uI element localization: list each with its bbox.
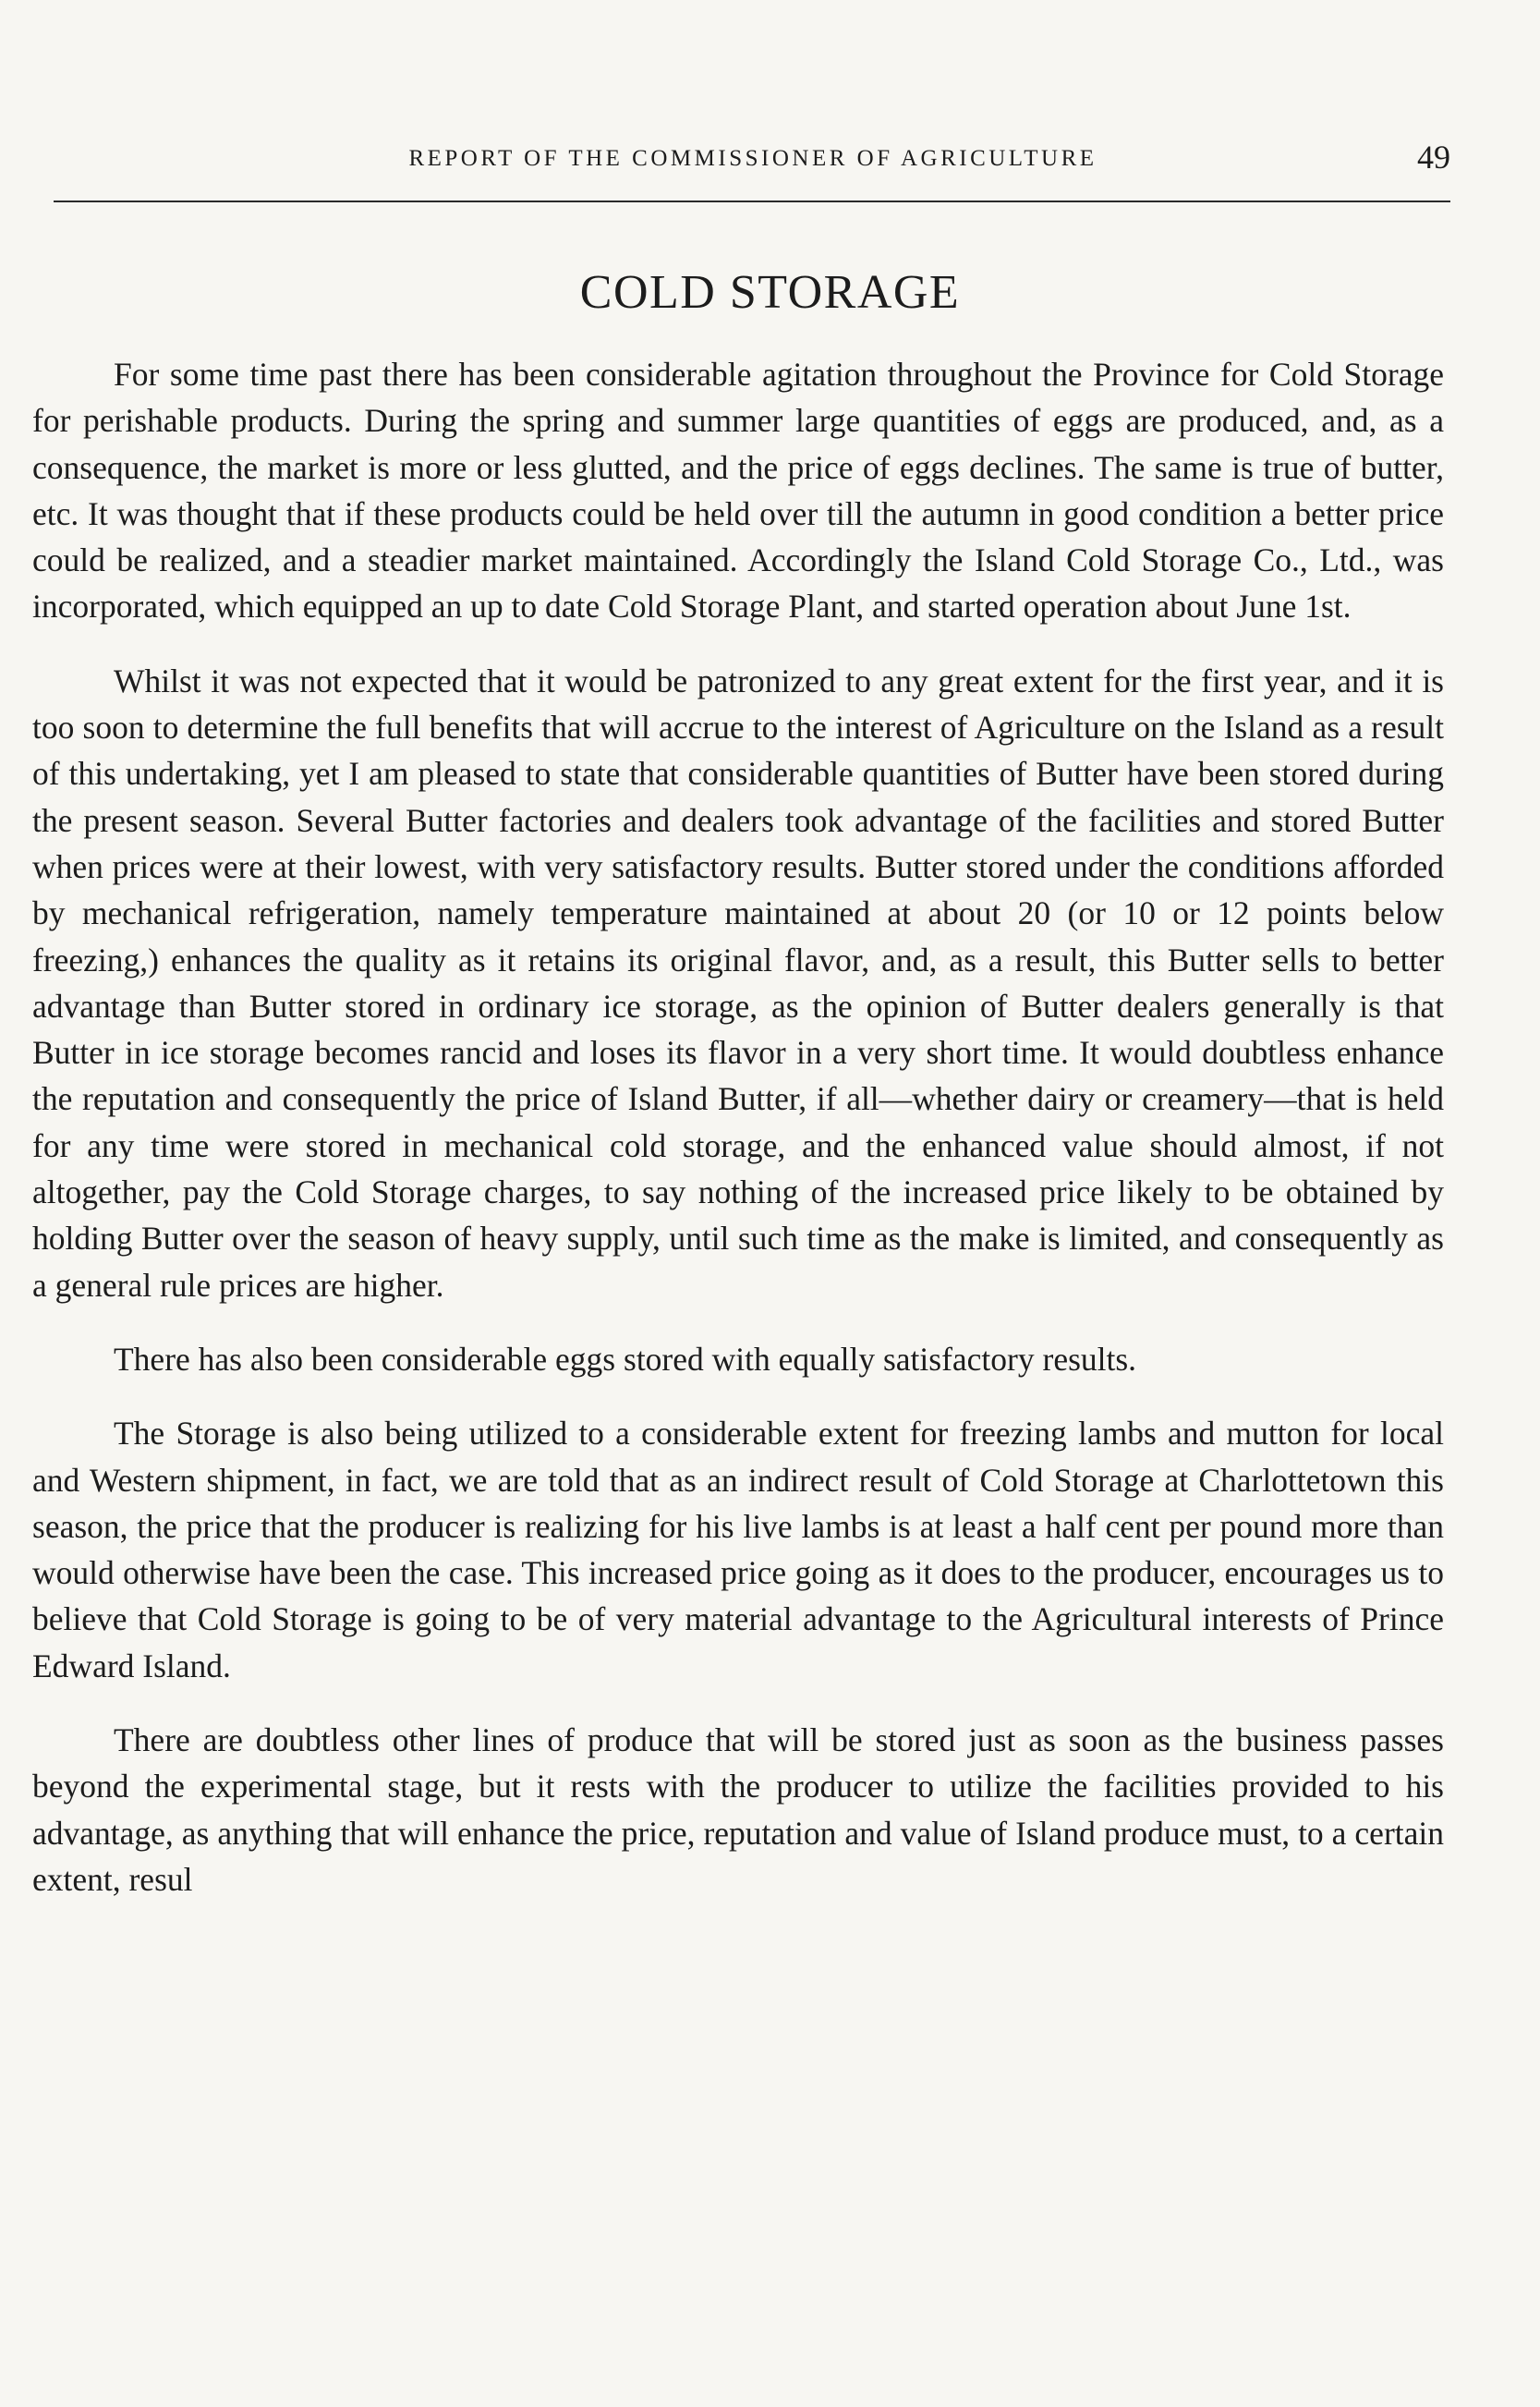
running-header <box>55 139 1450 179</box>
page-number: 49 <box>1417 139 1450 176</box>
paragraph-5: There are doubtless other lines of produce that will be stored just as soon as the business passes beyond the experimental stage, but it rests with the producer to utilize the facilities provided to his advantage, as anything that will enhance the price, reputation and value of Island produce must, to a certain extent, resul <box>32 1721 1444 1898</box>
paragraph-4: The Storage is also being utilized to a considerable extent for freezing lambs and mutton for local and Western shipment, in fact, we are told that as an indirect result of Cold Storage at Charlottetown this season, the price that the producer is realizing for his live lambs is at least a half cent per pound more than would otherwise have been the case. This increased price going as it does to the producer, encourages us to believe that Cold Storage is going to be of very material advantage to the Agricultural interests of Prince Edward Island. <box>32 1415 1444 1684</box>
running-title: REPORT OF THE COMMISSIONER OF AGRICULTURE <box>408 146 1097 171</box>
paragraph-3: There has also been considerable eggs stored with equally satisfactory results. <box>114 1340 1137 1378</box>
header-rule <box>54 201 1450 202</box>
section-title: COLD STORAGE <box>579 266 961 319</box>
paragraph-1: For some time past there has been considerable agitation throughout the Province for Cold Storage for perishable products. During the spring and summer large quantities of eggs are produced, and, as a consequence, the market is more or less glutted, and the price of eggs declines. The same is true of butter, etc. It was thought that if these products could be held over till the autumn in good condition a better price could be realized, and a steadier market maintained. Accordingly the Island Cold Storage Co., Ltd., was incorporated, which equipped an up to date Cold Storage Plant, and started operation about June 1st. <box>32 356 1444 626</box>
body-text <box>32 351 1444 1903</box>
paragraph-2: Whilst it was not expected that it would be patronized to any great extent for the first year, and it is too soon to determine the full benefits that will accrue to the interest of Agriculture on the Island as a result of this undertaking, yet I am pleased to state that considerable quantities of Butter have been stored during the present season. Several Butter factories and dealers took advantage of the facilities and stored Butter when prices were at their lowest, with very satisfactory results. Butter stored under the conditions afforded by mechanical refrigeration, namely temperature maintained at about 20 (or 10 or 12 points below freezing,) enhances the quality as it retains its original flavor, and, as a result, this Butter sells to better advantage than Butter stored in ordinary ice storage, as the opinion of Butter dealers generally is that Butter in ice storage becomes rancid and loses its flavor in a very short time. It would doubtless enhance the reputation and consequently the price of Island Butter, if all—whether dairy or creamery—that is held for any time were stored in mechanical cold storage, and the enhanced value should almost, if not altogether, pay the Cold Storage charges, to say nothing of the increased price likely to be obtained by holding Butter over the season of heavy supply, until such time as the make is limited, and consequently as a general rule prices are higher. <box>32 662 1444 1304</box>
